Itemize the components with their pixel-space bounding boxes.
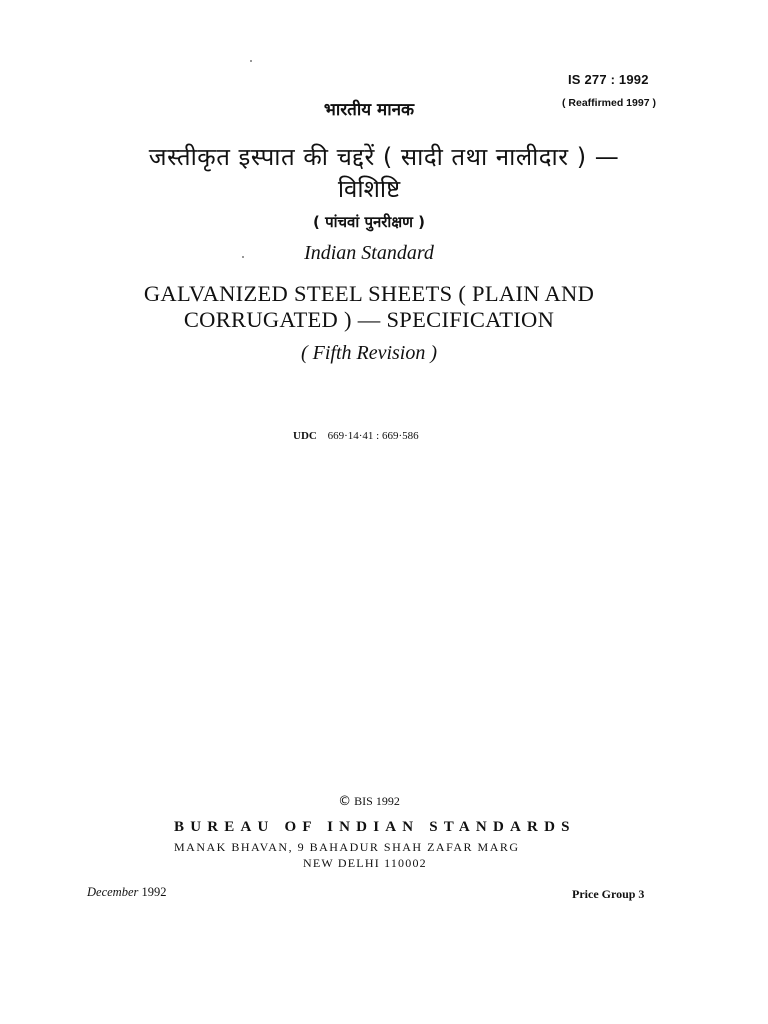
publication-month: December (87, 885, 139, 899)
address-line2: NEW DELHI 110002 (303, 856, 427, 870)
hindi-title-line1: जस्तीकृत इस्पात की चद्दरें ( सादी तथा नालीदार ) — (148, 143, 620, 171)
publisher-name: BUREAU OF INDIAN STANDARDS (174, 819, 576, 835)
scan-speck (250, 60, 252, 62)
english-revision: ( Fifth Revision ) (300, 342, 438, 364)
hindi-standard-label: भारतीय मानक (323, 100, 415, 120)
udc-label: UDC (293, 430, 317, 442)
address-line1: MANAK BHAVAN, 9 BAHADUR SHAH ZAFAR MARG (174, 840, 520, 854)
copyright-line (0, 794, 738, 809)
udc-value: 669·14·41 : 669·586 (327, 430, 419, 442)
scan-speck (242, 256, 244, 258)
price-group: Price Group 3 (572, 887, 645, 901)
publication-date (87, 885, 167, 900)
hindi-revision: ( पांचवां पुनरीक्षण ) (313, 213, 425, 231)
english-title-line1: GALVANIZED STEEL SHEETS ( PLAIN AND (143, 281, 595, 306)
publication-year: 1992 (141, 885, 167, 899)
copyright-text: BIS 1992 (354, 794, 400, 808)
reaffirmed-note: ( Reaffirmed 1997 ) (562, 97, 656, 109)
standard-number: IS 277 : 1992 (568, 72, 649, 87)
copyright-icon: © (338, 794, 352, 809)
udc-classification (293, 430, 419, 442)
english-title-line2: CORRUGATED ) — SPECIFICATION (183, 307, 555, 332)
english-standard-label: Indian Standard (304, 242, 434, 264)
hindi-title-line2: विशिष्टि (337, 175, 401, 203)
